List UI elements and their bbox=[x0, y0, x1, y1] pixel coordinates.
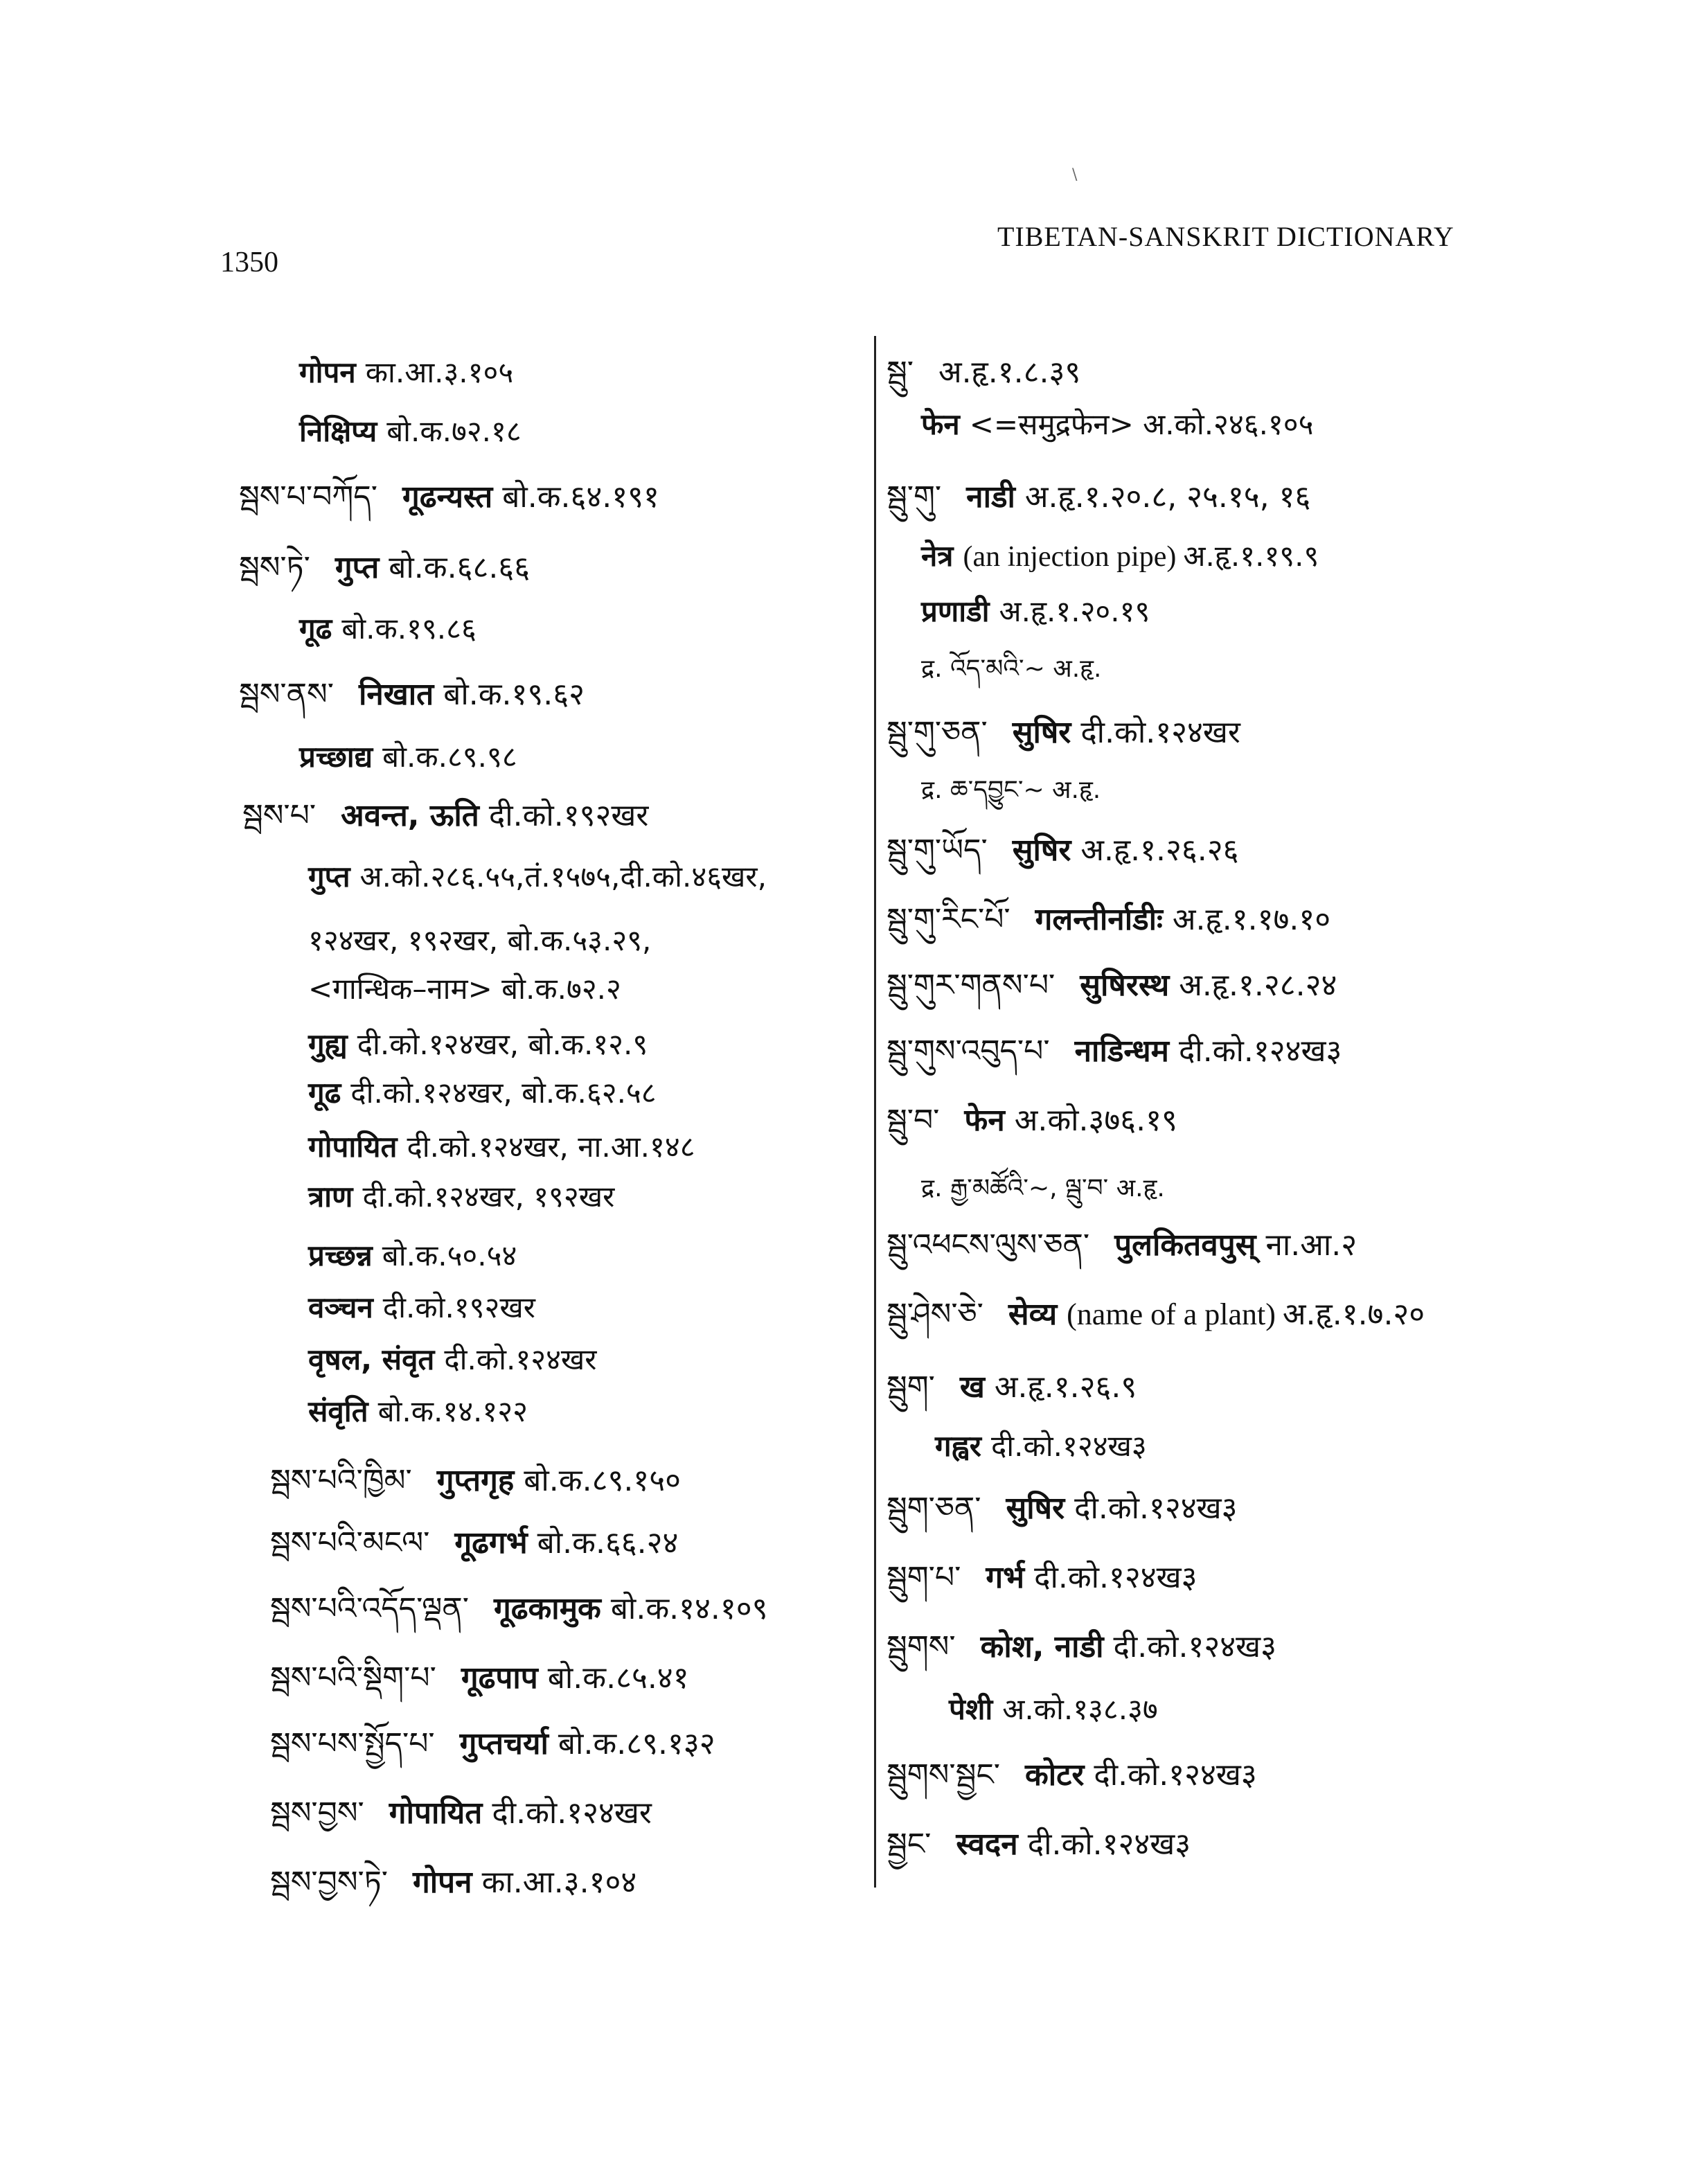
tibetan-headword: སྦས་ནས་ bbox=[239, 677, 334, 712]
source-reference: दी.को.१२४ख३ bbox=[1178, 1033, 1342, 1069]
left-entry bbox=[299, 412, 522, 451]
left-entry bbox=[308, 970, 621, 1009]
left-entry bbox=[270, 1462, 681, 1500]
source-reference: बो.क.६८.६६ bbox=[389, 550, 531, 585]
sanskrit-equivalent: नाडी bbox=[966, 479, 1015, 515]
sanskrit-equivalent: पेशी bbox=[949, 1692, 993, 1726]
tibetan-headword: སྦུ་ bbox=[887, 355, 914, 390]
sanskrit-equivalent: गुह्य bbox=[308, 1027, 348, 1061]
left-entry bbox=[239, 478, 659, 517]
sanskrit-equivalent: गुप्त bbox=[308, 860, 350, 894]
tibetan-headword: སྦུ་གུར་གནས་པ་ bbox=[887, 968, 1056, 1003]
source-reference: दी.को.१२४ख३ bbox=[1027, 1827, 1191, 1862]
source-reference: का.आ.३.१०५ bbox=[365, 355, 514, 389]
source-reference: बो.क.५०.५४ bbox=[382, 1239, 517, 1272]
source-reference: दी.को.१२४ख३ bbox=[1113, 1629, 1276, 1664]
left-entry bbox=[270, 1524, 678, 1563]
sanskrit-equivalent: त्राण bbox=[308, 1180, 353, 1214]
left-entry bbox=[308, 1025, 648, 1064]
tibetan-headword: སྦས་པའི་མངལ་ bbox=[270, 1525, 430, 1561]
sanskrit-equivalent: कोटर bbox=[1024, 1757, 1085, 1793]
left-entry bbox=[270, 1659, 689, 1698]
source-reference: का.आ.३.१०४ bbox=[481, 1865, 637, 1900]
sanskrit-equivalent: गलन्तीर्नाडीः bbox=[1035, 902, 1163, 937]
sanskrit-equivalent: सुषिर bbox=[1006, 1491, 1065, 1526]
tibetan-headword: སྦྱང་ bbox=[887, 1827, 932, 1862]
left-entry bbox=[308, 1288, 535, 1327]
source-reference: <=समुद्रफेन> अ.को.२४६.१०५ bbox=[969, 407, 1314, 441]
source-reference: दी.को.१२४खर bbox=[444, 1342, 597, 1376]
gloss-note: (name of a plant) bbox=[1067, 1297, 1276, 1331]
source-reference: <गान्धिक–नाम> बो.क.७२.२ bbox=[308, 972, 621, 1006]
sanskrit-equivalent: गुप्तगृह bbox=[436, 1463, 515, 1498]
left-entry bbox=[308, 1340, 596, 1379]
sanskrit-equivalent: प्रणाडी bbox=[921, 594, 990, 628]
source-reference: अ.को.१३८.३७ bbox=[1002, 1692, 1158, 1726]
tibetan-headword: སྦས་པ་ bbox=[242, 798, 317, 833]
right-entry bbox=[887, 966, 1337, 1005]
sanskrit-equivalent: गुप्त bbox=[335, 550, 380, 585]
sanskrit-equivalent: गूढन्यस्त bbox=[402, 479, 493, 515]
sanskrit-equivalent: निक्षिप्य bbox=[299, 414, 377, 448]
source-reference: बो.क.८९.९८ bbox=[382, 740, 517, 774]
source-reference: दी.को.१२४ख३ bbox=[1094, 1757, 1257, 1793]
source-reference: बो.क.८९.१५० bbox=[524, 1463, 681, 1498]
source-reference: अ.हृ.१.२०.१९ bbox=[999, 594, 1150, 628]
source-reference: अ.हृ.१.२६.९ bbox=[994, 1369, 1137, 1405]
source-reference: दी.को.१२४खर, १९२खर bbox=[362, 1180, 615, 1214]
right-entry bbox=[887, 353, 1080, 392]
left-entry bbox=[308, 921, 651, 960]
sanskrit-equivalent: गुप्तचर्या bbox=[459, 1726, 549, 1761]
tibetan-headword: སྦས་བྱས་ bbox=[270, 1795, 364, 1831]
source-reference: अ.को.२८६.५५,तं.१५७५,दी.को.४६खर, bbox=[359, 860, 767, 894]
left-entry bbox=[308, 1074, 657, 1112]
tibetan-headword: སྦུ་གུ་ bbox=[887, 479, 942, 515]
sanskrit-equivalent: सुषिर bbox=[1012, 715, 1071, 750]
tibetan-headword: སྦུ་གུ་ཅན་ bbox=[887, 715, 988, 750]
running-head: TIBETAN-SANSKRIT DICTIONARY bbox=[997, 221, 1454, 252]
left-entry bbox=[242, 797, 648, 835]
sanskrit-equivalent: गोपायित bbox=[389, 1795, 483, 1831]
right-entry bbox=[887, 1628, 1276, 1667]
left-entry bbox=[270, 1863, 636, 1902]
sanskrit-equivalent: गूढकामुक bbox=[493, 1591, 601, 1626]
source-reference: १२४खर, १९२खर, बो.क.५३.२९, bbox=[308, 923, 652, 957]
sanskrit-equivalent: सुषिर bbox=[1012, 833, 1071, 868]
sanskrit-equivalent: सेव्य bbox=[1008, 1297, 1058, 1332]
sanskrit-equivalent: गूढ bbox=[299, 612, 332, 646]
gloss-note: (an injection pipe) bbox=[963, 541, 1177, 573]
source-reference: बो.क.१९.६२ bbox=[443, 677, 585, 712]
right-entry bbox=[887, 1368, 1137, 1407]
source-reference: दी.को.१२४ख३ bbox=[991, 1429, 1147, 1463]
source-reference: दी.को.१२४खर, ना.आ.१४८ bbox=[407, 1130, 695, 1164]
sanskrit-equivalent: वञ्चन bbox=[308, 1290, 373, 1324]
right-entry bbox=[887, 1756, 1257, 1795]
sanskrit-equivalent: गोपन bbox=[413, 1865, 472, 1900]
left-entry bbox=[308, 1392, 528, 1431]
source-reference: अ.हृ.१.८.३९ bbox=[938, 355, 1081, 390]
right-entry bbox=[887, 831, 1239, 870]
sanskrit-equivalent: स्वदन bbox=[956, 1827, 1018, 1862]
tibetan-headword: སྦུགས་ bbox=[887, 1629, 956, 1664]
tibetan-headword: སྦས་པའི་སྡིག་པ་ bbox=[270, 1660, 436, 1696]
tibetan-headword: སྦུག་ bbox=[887, 1369, 935, 1405]
right-entry bbox=[921, 592, 1150, 631]
tibetan-headword: སྦས་པའི་འདོད་ལྡན་ bbox=[270, 1591, 469, 1626]
cross-reference: द्र. རྒྱ་མཚོའི་~, ལྦུ་བ་ अ.हृ. bbox=[921, 1174, 1165, 1202]
source-reference: अ.हृ.१.१९.९ bbox=[1183, 539, 1319, 573]
left-entry bbox=[239, 549, 530, 587]
right-entry bbox=[921, 537, 1319, 576]
source-reference: अ.हृ.१.२८.२४ bbox=[1179, 968, 1337, 1003]
left-entry bbox=[308, 858, 767, 896]
stray-mark: \ bbox=[1072, 166, 1078, 184]
source-reference: बो.क.८५.४१ bbox=[547, 1660, 689, 1696]
sanskrit-equivalent: निखात bbox=[358, 677, 434, 712]
tibetan-headword: སྦས་པས་སྤྱོད་པ་ bbox=[270, 1726, 435, 1761]
source-reference: दी.को.१२४ख३ bbox=[1034, 1560, 1197, 1595]
cross-reference: द्र. འོད་མའི་~ अ.हृ. bbox=[921, 655, 1102, 683]
source-reference: दी.को.१९२खर bbox=[488, 798, 649, 833]
sanskrit-equivalent: नाडिन्धम bbox=[1074, 1033, 1169, 1069]
source-reference: दी.को.१२४खर, बो.क.६२.५८ bbox=[350, 1076, 657, 1110]
left-entry bbox=[308, 1128, 695, 1166]
left-entry bbox=[299, 738, 517, 776]
sanskrit-equivalent: फेन bbox=[921, 407, 960, 441]
sanskrit-equivalent: पुलकितवपुस् bbox=[1114, 1227, 1256, 1263]
sanskrit-equivalent: गोपन bbox=[299, 355, 356, 389]
left-entry bbox=[270, 1794, 652, 1833]
source-reference: बो.क.७२.१८ bbox=[386, 414, 522, 448]
left-entry bbox=[270, 1725, 715, 1764]
sanskrit-equivalent: प्रच्छन्न bbox=[308, 1239, 373, 1272]
right-entry bbox=[887, 1559, 1197, 1597]
source-reference: बो.क.१९.८६ bbox=[341, 612, 477, 646]
tibetan-headword: སྦུགས་སྦྱང་ bbox=[887, 1757, 1000, 1793]
tibetan-headword: སྦུ་ཤེས་ཅེ་ bbox=[887, 1297, 983, 1332]
source-reference: दी.को.१२४खर bbox=[1080, 715, 1240, 750]
right-entry bbox=[887, 1032, 1342, 1071]
tibetan-headword: སྦུག་པ་ bbox=[887, 1560, 961, 1595]
right-entry bbox=[887, 1226, 1357, 1265]
sanskrit-equivalent: प्रच्छाद्य bbox=[299, 740, 373, 774]
sanskrit-equivalent: कोश, नाडी bbox=[980, 1629, 1104, 1664]
left-entry bbox=[308, 1236, 517, 1275]
sanskrit-equivalent: फेन bbox=[964, 1103, 1005, 1138]
source-reference: बो.क.८९.१३२ bbox=[558, 1726, 715, 1761]
right-entry bbox=[887, 478, 1310, 517]
left-entry bbox=[299, 353, 513, 392]
tibetan-headword: སྦུ་གུ་ཡོད་ bbox=[887, 833, 988, 868]
cross-reference: द्र. ཆ་དབྱུང་~ अ.हृ. bbox=[921, 776, 1101, 804]
page-number: 1350 bbox=[220, 247, 278, 278]
sanskrit-equivalent: वृषल, संवृत bbox=[308, 1342, 435, 1376]
right-entry bbox=[887, 1489, 1238, 1528]
right-entry bbox=[887, 900, 1330, 939]
tibetan-headword: སྦས་པའི་ཁྱིམ་ bbox=[270, 1463, 412, 1498]
source-reference: ना.आ.२ bbox=[1265, 1227, 1357, 1263]
source-reference: दी.को.१९२खर bbox=[382, 1290, 535, 1324]
source-reference: बो.क.६४.१९१ bbox=[502, 479, 659, 515]
sanskrit-equivalent: गह्वर bbox=[935, 1429, 981, 1463]
tibetan-headword: སྦུ་བ་ bbox=[887, 1103, 940, 1138]
right-entry bbox=[949, 1690, 1158, 1729]
tibetan-headword: སྦས་བྱས་ཏེ་ bbox=[270, 1865, 389, 1900]
sanskrit-equivalent: सुषिरस्थ bbox=[1080, 968, 1170, 1003]
sanskrit-equivalent: गूढगर्भ bbox=[454, 1525, 528, 1561]
source-reference: दी.को.१२४खर bbox=[492, 1795, 652, 1831]
right-entry bbox=[921, 648, 1101, 689]
right-entry bbox=[921, 769, 1101, 810]
tibetan-headword: སྦས་ཏེ་ bbox=[239, 550, 310, 585]
right-entry bbox=[921, 1167, 1165, 1208]
source-reference: दी.को.१२४खर, बो.क.१२.९ bbox=[357, 1027, 648, 1061]
sanskrit-equivalent: गूढपाप bbox=[461, 1660, 538, 1696]
sanskrit-equivalent: अवन्त, ऊति bbox=[341, 798, 479, 833]
source-reference: अ.हृ.१.२०.८, २५.१५, १६ bbox=[1024, 479, 1311, 515]
source-reference: अ.को.३७६.१९ bbox=[1014, 1103, 1177, 1138]
right-entry bbox=[935, 1427, 1147, 1466]
right-entry bbox=[887, 713, 1240, 752]
sanskrit-equivalent: संवृति bbox=[308, 1394, 368, 1428]
sanskrit-equivalent: नेत्र bbox=[921, 539, 954, 573]
left-entry bbox=[239, 675, 585, 714]
right-entry bbox=[887, 1825, 1191, 1864]
source-reference: अ.हृ.१.७.२० bbox=[1282, 1297, 1425, 1332]
right-entry bbox=[921, 405, 1313, 444]
tibetan-headword: སྦུ་འཕངས་ལུས་ཅན་ bbox=[887, 1227, 1090, 1263]
source-reference: बो.क.१४.१२२ bbox=[377, 1394, 528, 1428]
source-reference: बो.क.१४.१०९ bbox=[610, 1591, 768, 1626]
sanskrit-equivalent: गोपायित bbox=[308, 1130, 398, 1164]
sanskrit-equivalent: गूढ bbox=[308, 1076, 341, 1110]
tibetan-headword: སྦས་པ་བཀོད་ bbox=[239, 479, 377, 515]
source-reference: बो.क.६६.२४ bbox=[537, 1525, 679, 1561]
tibetan-headword: སྦུག་ཅན་ bbox=[887, 1491, 981, 1526]
left-entry bbox=[299, 610, 477, 648]
left-entry bbox=[270, 1590, 767, 1628]
column-divider bbox=[874, 336, 876, 1888]
sanskrit-equivalent: गर्भ bbox=[986, 1560, 1025, 1595]
tibetan-headword: སྦུ་གུ་རིང་པོ་ bbox=[887, 902, 1010, 937]
right-entry bbox=[887, 1295, 1425, 1334]
source-reference: अ.हृ.१.१७.१० bbox=[1172, 902, 1331, 937]
tibetan-headword: སྦུ་གུས་འབུད་པ་ bbox=[887, 1033, 1050, 1069]
right-entry bbox=[887, 1101, 1177, 1140]
left-entry bbox=[308, 1178, 614, 1216]
sanskrit-equivalent: ख bbox=[959, 1369, 985, 1405]
source-reference: दी.को.१२४ख३ bbox=[1074, 1491, 1238, 1526]
source-reference: अ.हृ.१.२६.२६ bbox=[1080, 833, 1239, 868]
